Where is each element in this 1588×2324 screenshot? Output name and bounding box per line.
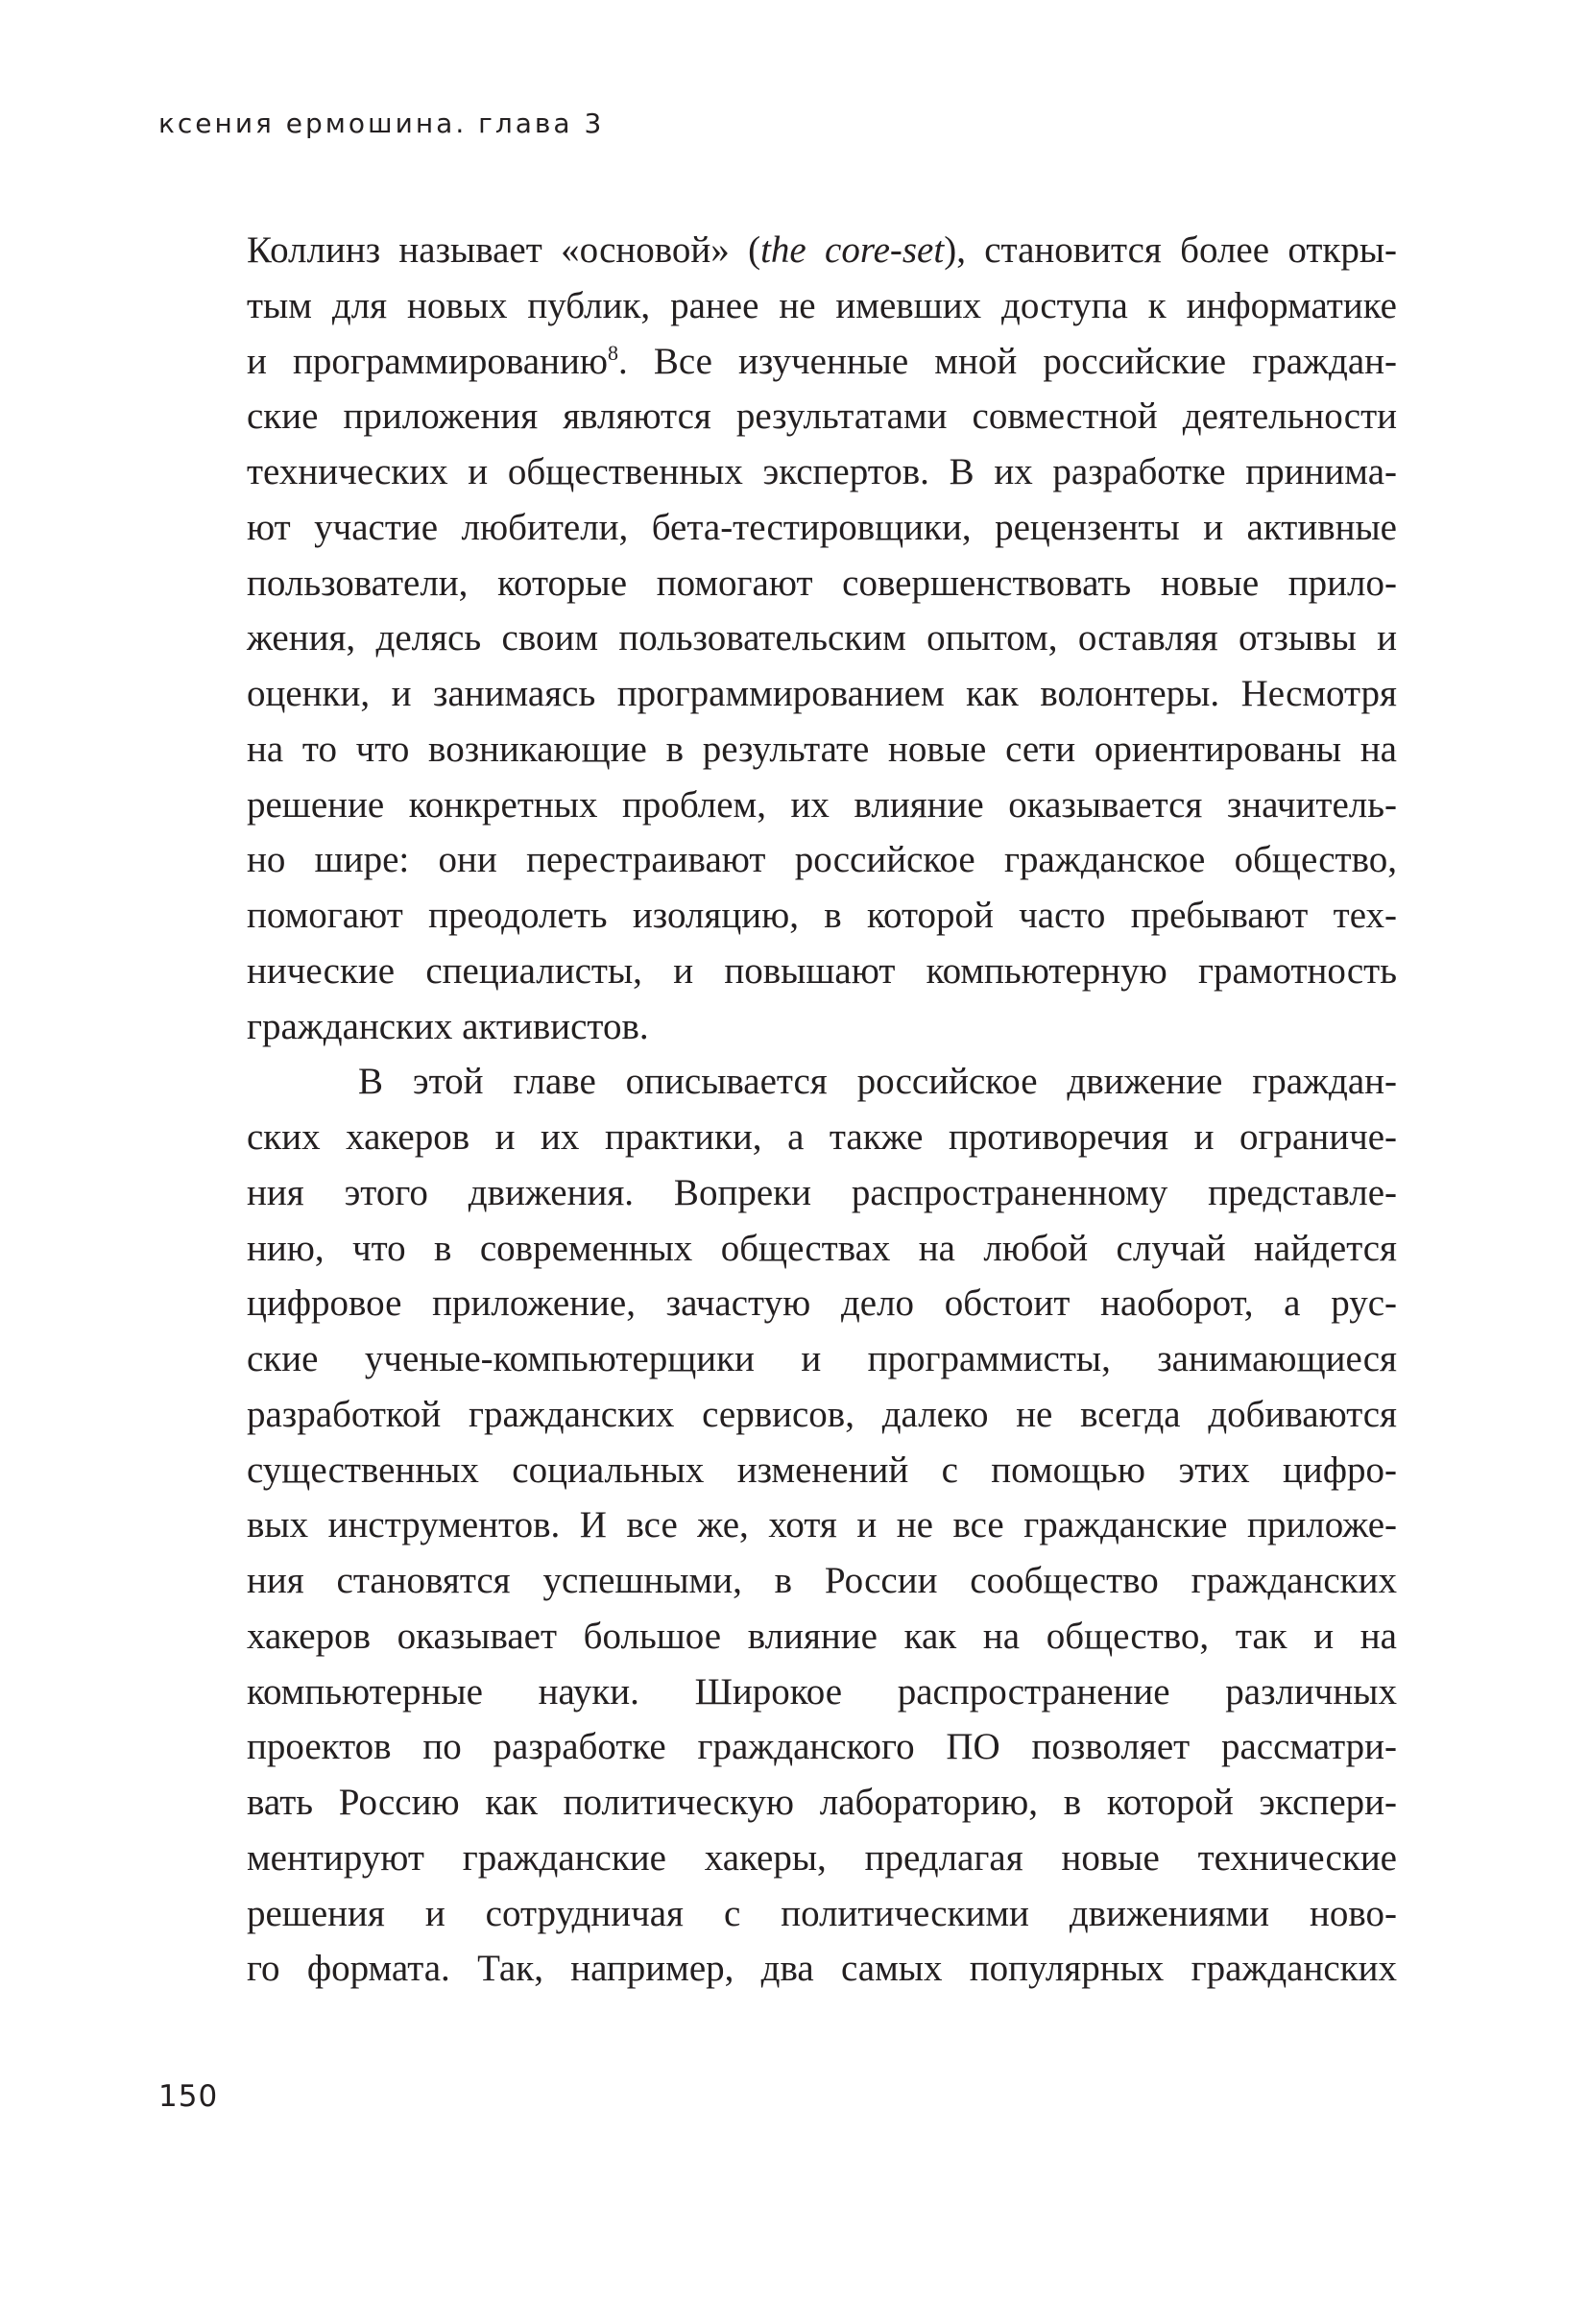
text-line: разработкой гражданских сервисов, далеко не всегда добиваются: [247, 1393, 1397, 1435]
text-line: компьютерные науки. Широкое распространение различных: [247, 1670, 1397, 1713]
text-line: ния этого движения. Вопреки распространенному представле-: [247, 1171, 1397, 1213]
running-head: ксения ермошина. глава 3: [158, 108, 605, 139]
text-line: хакеров оказывает большое влияние как на общество, так и на: [247, 1615, 1397, 1657]
text-line: помогают преодолеть изоляцию, в которой часто пребывают тех-: [247, 895, 1397, 936]
text-line: вать Россию как политическую лабораторию, в которой экспери-: [247, 1782, 1397, 1823]
text-line: технических и общественных экспертов. В их разработке принима-: [247, 451, 1397, 492]
text-line: го формата. Так, например, два самых популярных гражданских: [247, 1948, 1397, 1990]
body-text: [247, 223, 1397, 1997]
text-line: ния становятся успешными, в России сообщество гражданских: [247, 1560, 1397, 1601]
text-line: гражданских активистов.: [247, 1005, 649, 1047]
text-line: ментируют гражданские хакеры, предлагая новые технические: [247, 1836, 1397, 1879]
text-line: существенных социальных изменений с помощью этих цифро-: [247, 1449, 1397, 1491]
text-line: нические специалисты, и повышают компьютерную грамотность: [247, 949, 1397, 992]
text-line: и программированию$^8$. Все изученные мной российские граждан-: [247, 340, 1397, 382]
text-line: тым для новых публик, ранее не имевших доступа к информатике: [247, 284, 1397, 326]
text-line: ют участие любители, бета-тестировщики, рецензенты и активные: [247, 506, 1397, 548]
text-line: решение конкретных проблем, их влияние оказывается значитель-: [247, 783, 1397, 826]
text-line: оценки, и занимаясь программированием как волонтеры. Несмотря: [247, 673, 1397, 714]
text-line: проектов по разработке гражданского ПО позволяет рассматри-: [247, 1726, 1397, 1768]
text-line: Коллинз называет «основой» (the core-set), становится более откры-: [247, 229, 1398, 271]
text-line: на то что возникающие в результате новые сети ориентированы на: [247, 728, 1397, 770]
page-number: 150: [158, 2079, 219, 2114]
text-line: ские приложения являются результатами совместной деятельности: [247, 395, 1397, 438]
text-line: ские ученые-компьютерщики и программисты, занимающиеся: [247, 1338, 1397, 1379]
text-line: В этой главе описывается российское движение граждан-: [358, 1061, 1397, 1103]
text-line: решения и сотрудничая с политическими движениями ново-: [247, 1892, 1397, 1934]
text-line: вых инструментов. И все же, хотя и не все гражданские приложе-: [247, 1504, 1397, 1546]
text-line: но шире: они перестраивают российское гражданское общество,: [247, 839, 1397, 881]
text-line: цифровое приложение, зачастую дело обстоит наоборот, а рус-: [247, 1282, 1397, 1325]
text-line: пользователи, которые помогают совершенствовать новые прило-: [247, 562, 1397, 604]
text-line: нию, что в современных обществах на любой случай найдется: [247, 1227, 1397, 1269]
text-line: жения, делясь своим пользовательским опытом, оставляя отзывы и: [247, 617, 1397, 659]
text-line: ских хакеров и их практики, а также противоречия и ограниче-: [247, 1116, 1397, 1158]
